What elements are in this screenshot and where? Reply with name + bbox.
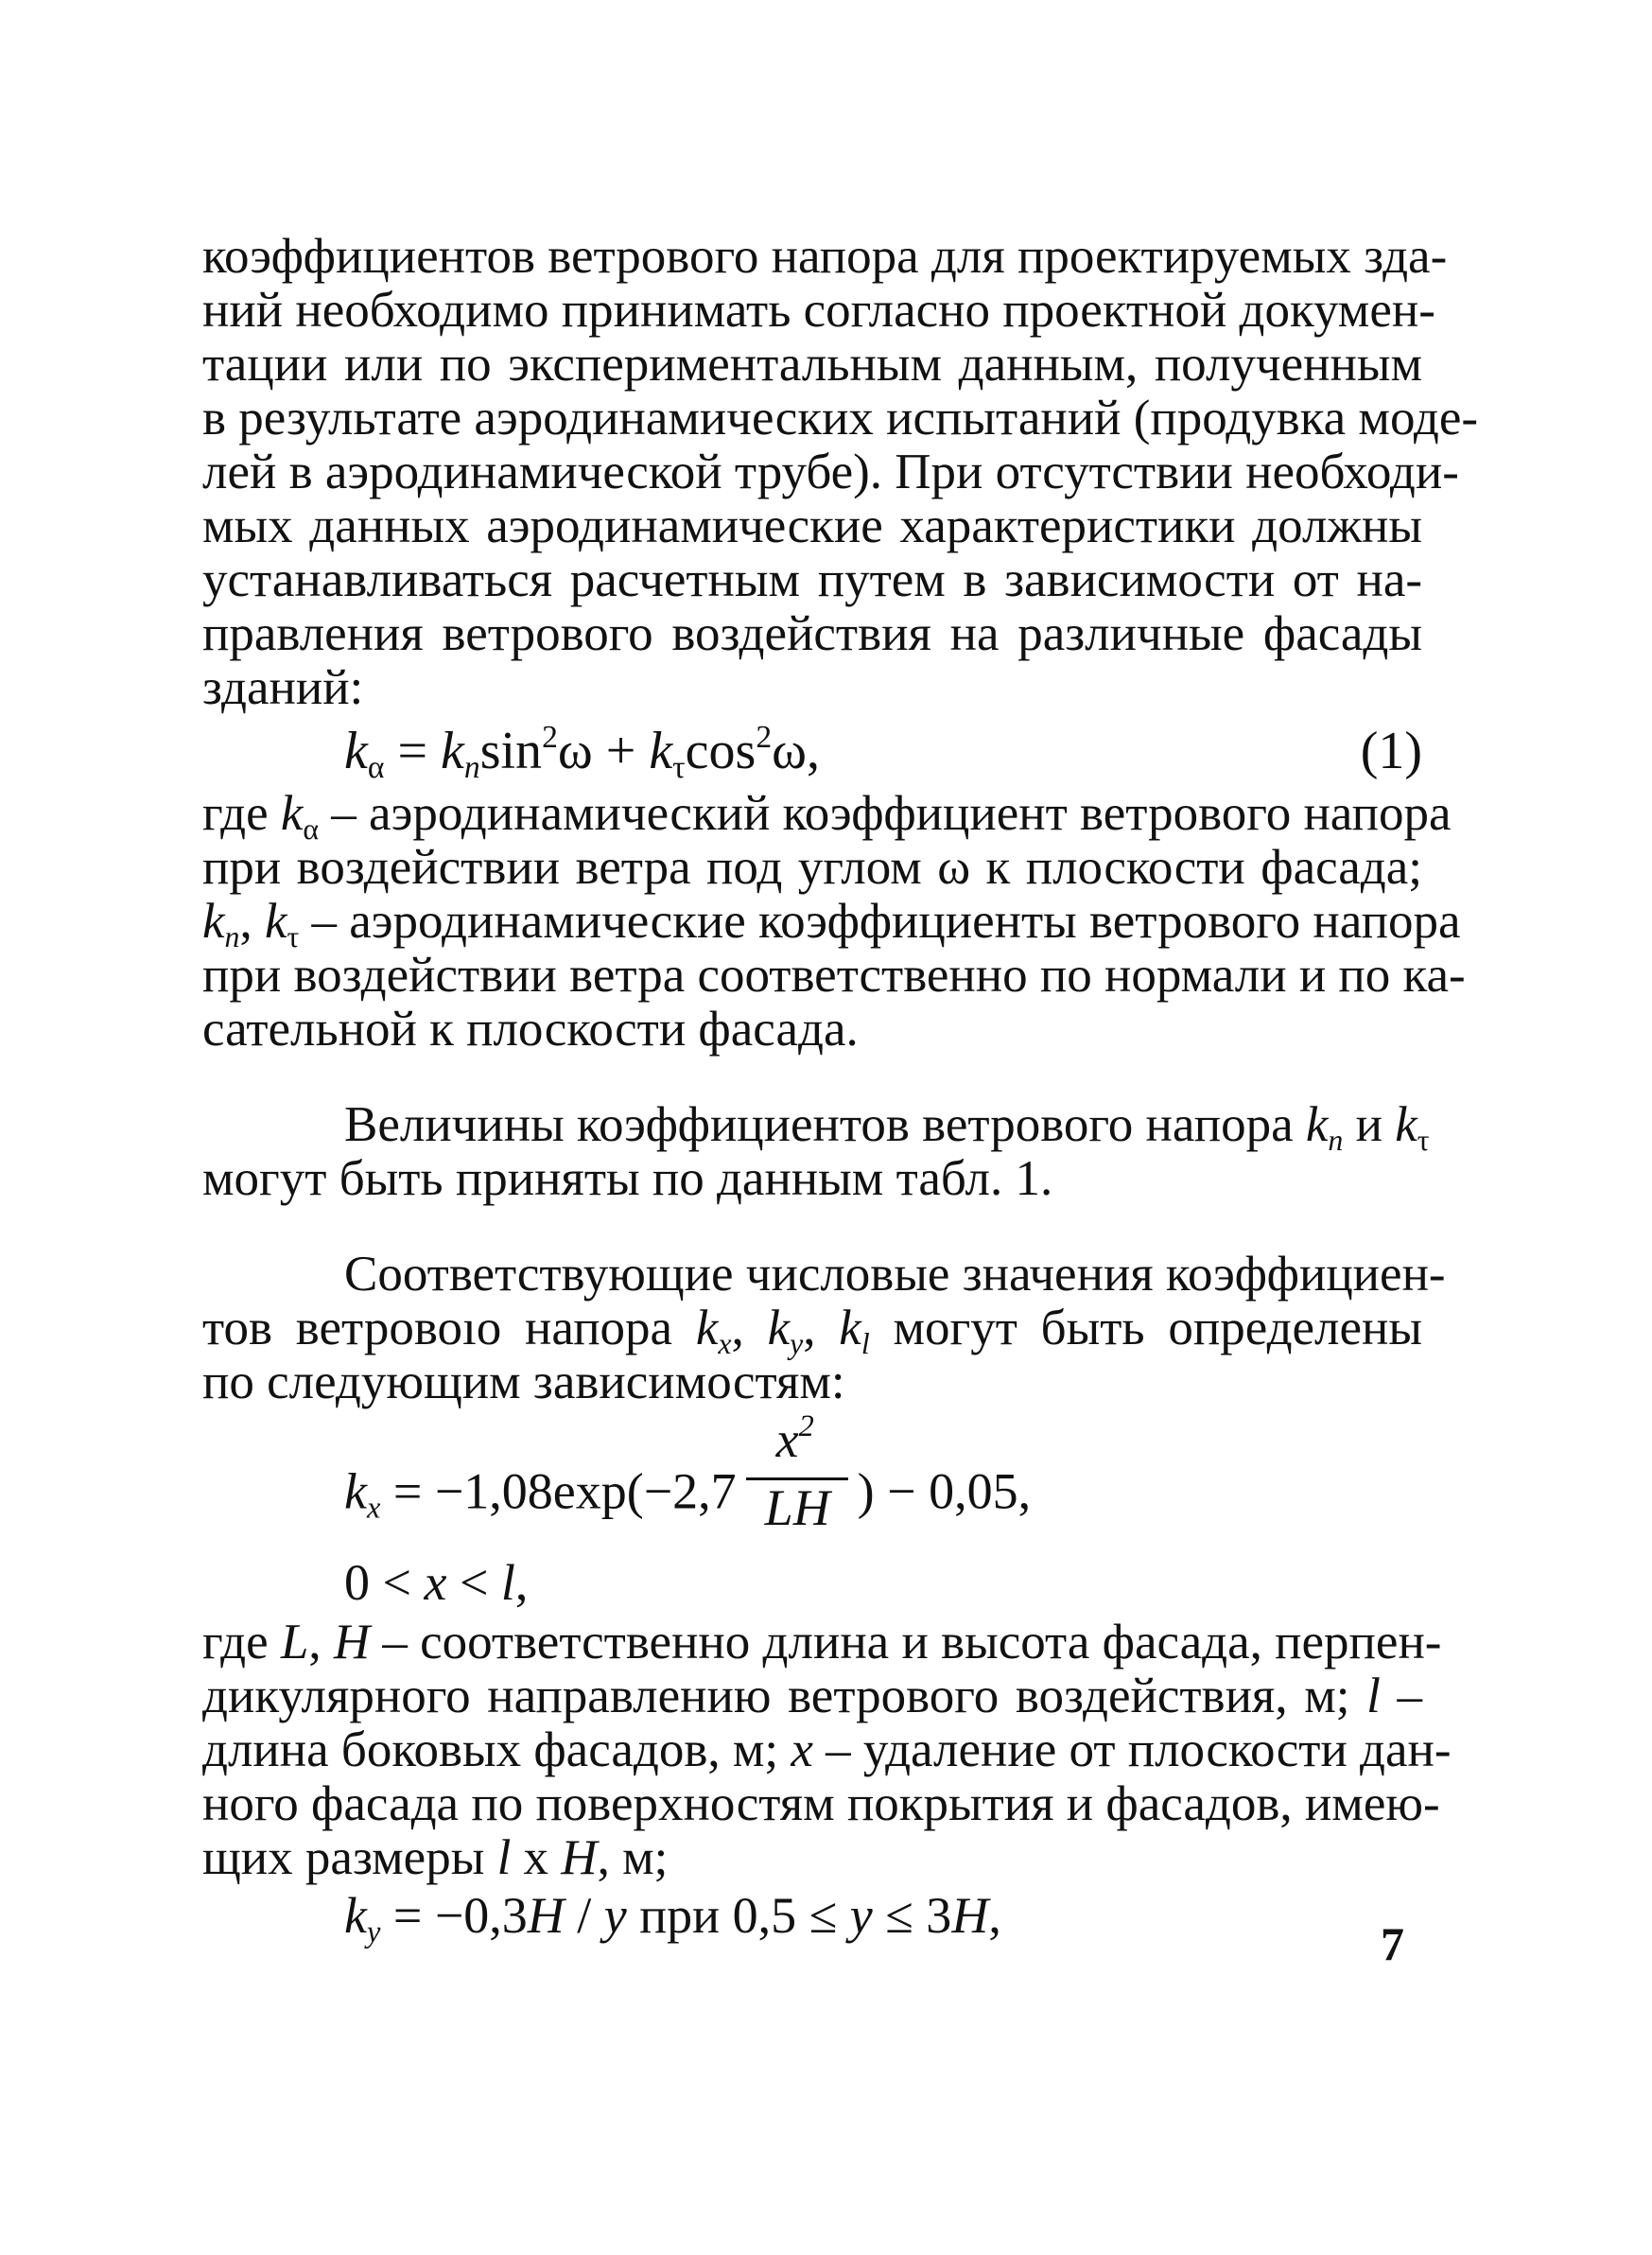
paragraph-1 [202, 229, 1479, 715]
formula-1-body: $k_\alpha = k_n\sin^2\omega + k_\tau\cos^2\omega$, [344, 720, 820, 785]
text-line: Величины коэффициентов ветрового напора $k_n$ и $k_\tau$ [344, 1097, 1430, 1157]
definition-1 [202, 786, 1466, 1057]
formula-1 [202, 715, 1422, 787]
text-line: при воздействии ветра под углом ω к плоскости фасада; [202, 840, 1423, 895]
text-line: зданий: [202, 660, 364, 715]
text-line: щих размеры l x H, м; [202, 1830, 669, 1885]
text-line: тов ветровоıо напора $k_x$, $k_y$, $k_l$ могут быть определены [202, 1301, 1422, 1360]
paragraph-3 [202, 1247, 1446, 1409]
text-line: при воздействии ветра соответственно по нормали и по ка- [202, 948, 1466, 1003]
page-text [202, 229, 1479, 1949]
text-line: могут быть приняты по данным табл. 1. [202, 1151, 1053, 1206]
text-line: где L, H – соответственно длина и высота фасада, перпен- [202, 1615, 1442, 1669]
text-line: где $k_\alpha$ – аэродинамический коэффициент ветрового напора [202, 786, 1452, 846]
paragraph-2 [202, 1097, 1430, 1206]
text-line: коэффициентов ветрового напора для проектируемых зда- [202, 229, 1448, 284]
text-line: в результате аэродинамических испытаний (продувка моде- [202, 391, 1479, 446]
text-line: длина боковых фасадов, м; x – удаление от плоскости дан- [202, 1722, 1452, 1777]
text-line: лей в аэродинамической трубе). При отсутствии необходи- [202, 445, 1459, 499]
text-line: ного фасада по поверхностям покрытия и фасадов, имею- [202, 1776, 1440, 1831]
text-line: по следующим зависимостям: [202, 1355, 845, 1409]
text-line: дикулярного направлению ветрового воздействия, м; l – [202, 1669, 1423, 1723]
text-line: мых данных аэродинамические характеристики должны [202, 498, 1422, 553]
fraction: $\frac{x^2}{LH}$ [740, 1449, 854, 1544]
formula-kx [202, 1409, 1422, 1549]
definition-2 [202, 1615, 1452, 1885]
text-line: сательной к плоскости фасада. [202, 1002, 859, 1057]
text-line: $k_n$, $k_\tau$ – аэродинамические коэффициенты ветрового напора [202, 894, 1461, 953]
formula-ky: $k_y = -0,3H / y$ при 0,5 ≤ y ≤ 3H, [344, 1887, 1001, 1949]
page-number: 7 [1381, 1917, 1404, 1970]
text-line: устанавливаться расчетным путем в зависимости от на- [202, 552, 1422, 607]
text-line: Соответствующие числовые значения коэффициен- [344, 1247, 1446, 1302]
text-line: правления ветрового воздействия на различные фасады [202, 606, 1422, 661]
text-line: ний необходимо принимать согласно проектной докумен- [202, 283, 1435, 338]
formula-kx-body: $k_x = -1,08\exp(-2,7$ $\frac{x^2}{LH}$ ) − 0,05, [344, 1449, 1031, 1544]
formula-number: (1) [1360, 722, 1422, 780]
formula-x-range: 0 < x < l, [344, 1554, 529, 1611]
text-line: тации или по экспериментальным данным, полученным [202, 337, 1422, 392]
